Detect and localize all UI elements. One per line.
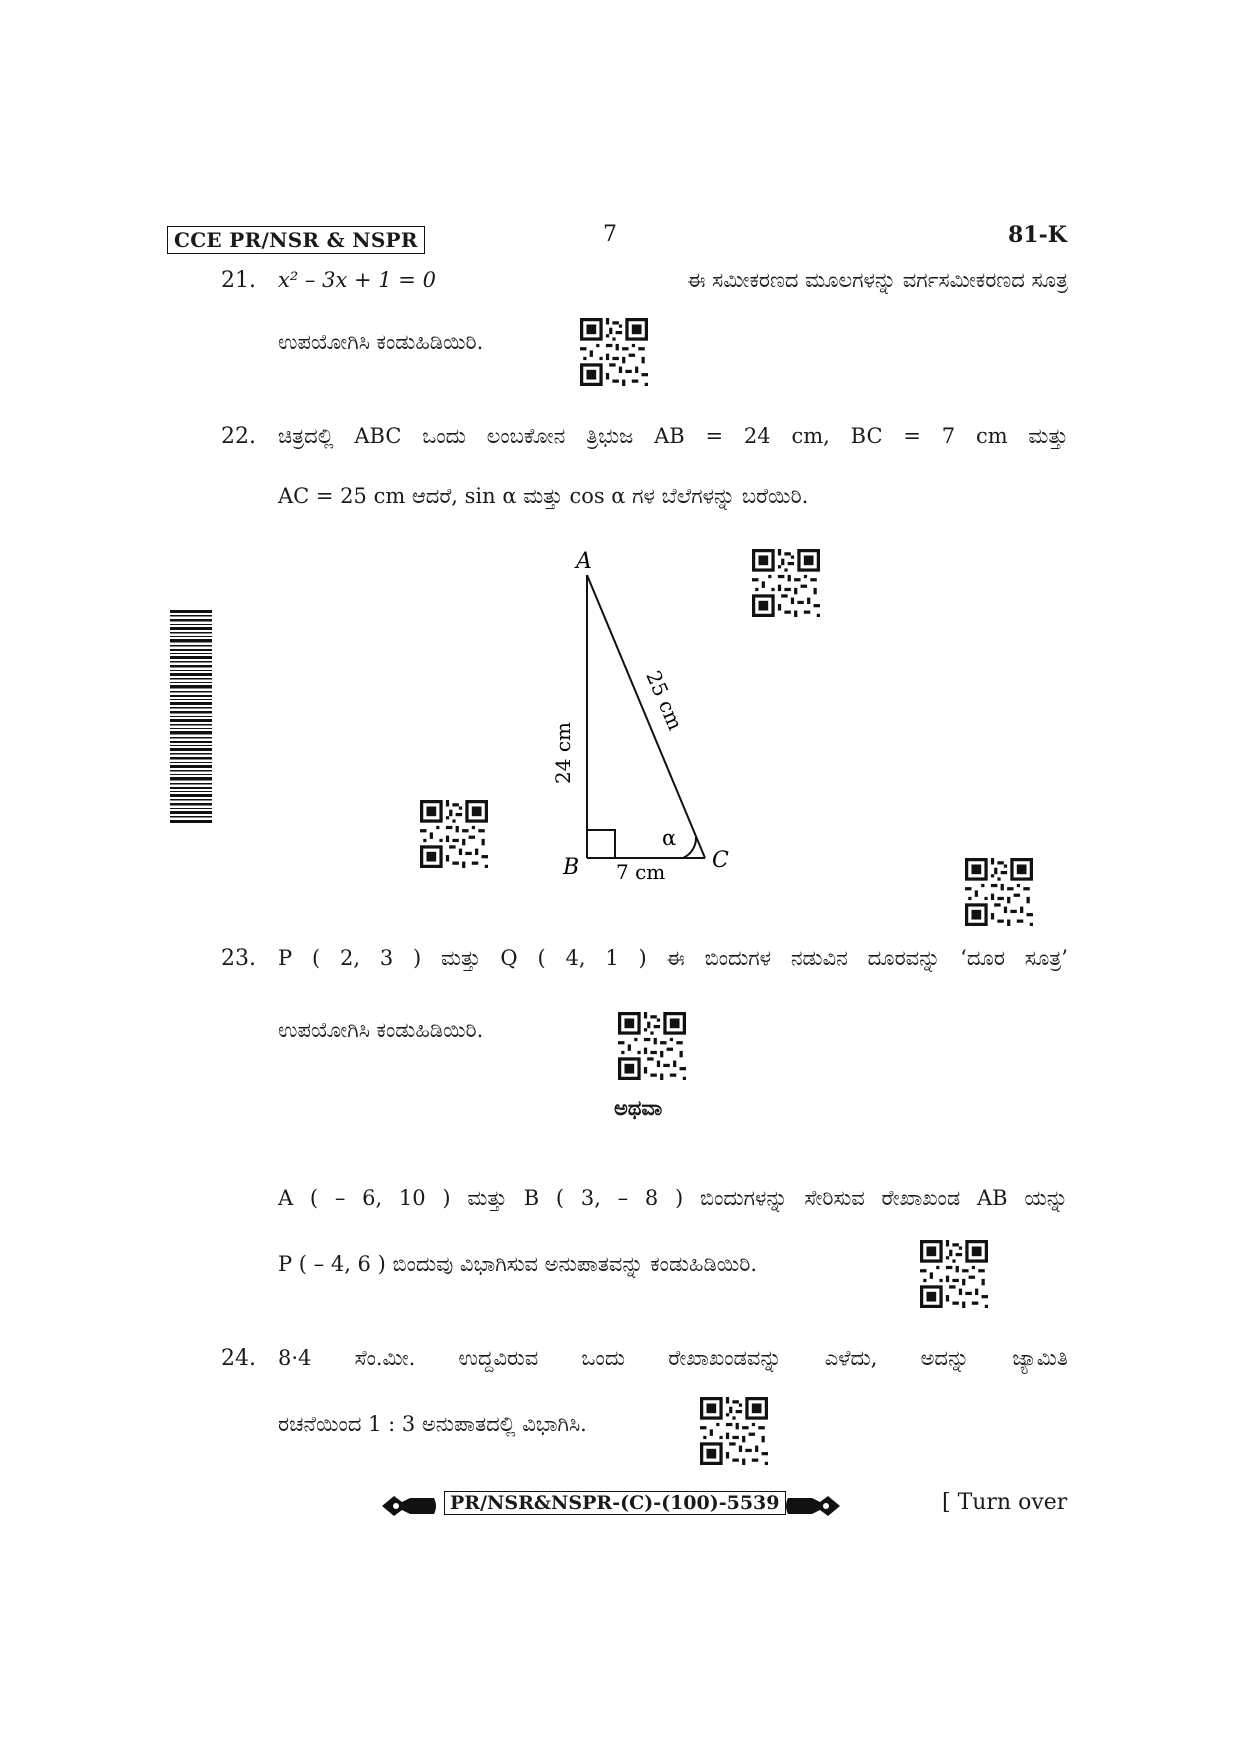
question-24-line-1: 8·4 ಸೆಂ.ಮೀ. ಉದ್ದವಿರುವ ಒಂದು ರೇಖಾಖಂಡವನ್ನು ಎಳೆದು, ಅದನ್ನು ಜ್ಯಾಮಿತಿ [278,1346,1068,1370]
question-21-equation: x² – 3x + 1 = 0 [278,268,436,292]
question-23-alt-line-2: P ( – 4, 6 ) ಬಿಂದುವು ವಿಭಾಗಿಸುವ ಅನುಪಾತವನ್ನು ಕಂಡುಹಿಡಿಯಿರಿ. [278,1252,758,1276]
question-22-number: 22. [221,424,256,449]
right-angle-marker [587,830,615,858]
qr-code-icon [965,858,1033,926]
qr-code-icon [580,318,648,386]
page-number: 7 [603,222,617,247]
vertex-b-label: B [563,855,580,880]
right-triangle-figure [540,545,770,885]
question-23-alt-line-1: A ( – 6, 10 ) ಮತ್ತು B ( 3, – 8 ) ಬಿಂದುಗಳನ್ನು ಸೇರಿಸುವ ರೇಖಾಖಂಡ AB ಯನ್ನು [278,1186,1068,1210]
question-22-line-2: AC = 25 cm ಆದರೆ, sin α ಮತ್ತು cos α ಗಳ ಬೆಲೆಗಳನ್ನು ಬರೆಯಿರಿ. [278,484,809,508]
side-ab-label: 24 cm [551,722,575,784]
qr-code-icon [920,1240,988,1308]
qr-code-icon [752,549,820,617]
question-21-text: ಈ ಸಮೀಕರಣದ ಮೂಲಗಳನ್ನು ವರ್ಗಸಮೀಕರಣದ ಸೂತ್ರ [687,268,1068,292]
question-21-number: 21. [221,268,256,293]
exam-code-box: CCE PR/NSR & NSPR [167,226,425,254]
paper-code: 81-K [1008,222,1067,248]
footer-code-box: PR/NSR&NSPR-(C)-(100)-5539 [444,1491,786,1515]
vertex-c-label: C [712,848,729,873]
angle-alpha-label: α [662,826,677,850]
qr-code-icon [700,1397,768,1465]
side-ac-label: 25 cm [641,667,688,734]
side-bc-label: 7 cm [616,860,666,884]
question-23-line-2: ಉಪಯೋಗಿಸಿ ಕಂಡುಹಿಡಿಯಿರಿ. [278,1018,484,1042]
turn-over-note: [ Turn over [942,1490,1068,1515]
left-ornament-icon [380,1492,436,1520]
angle-alpha-arc [683,837,696,858]
right-ornament-icon [786,1492,842,1520]
question-24-line-2: ರಚನೆಯಿಂದ 1 : 3 ಅನುಪಾತದಲ್ಲಿ ವಿಭಾಗಿಸಿ. [278,1412,587,1436]
question-23-number: 23. [221,946,256,971]
or-label: ಅಥವಾ [614,1095,663,1120]
question-23-line-1: P ( 2, 3 ) ಮತ್ತು Q ( 4, 1 ) ಈ ಬಿಂದುಗಳ ನಡುವಿನ ದೂರವನ್ನು ‘ದೂರ ಸೂತ್ರ’ [278,946,1068,970]
side-ac-line [587,575,705,858]
question-21-line-2: ಉಪಯೋಗಿಸಿ ಕಂಡುಹಿಡಿಯಿರಿ. [278,330,484,354]
vertex-a-label: A [576,549,592,574]
question-22-line-1: ಚಿತ್ರದಲ್ಲಿ ABC ಒಂದು ಲಂಬಕೋನ ತ್ರಿಭುಜ AB = 24 cm, BC = 7 cm ಮತ್ತು [278,424,1068,448]
question-24-number: 24. [221,1346,256,1371]
qr-code-icon [618,1012,686,1080]
question-21-line-1 [278,268,1068,293]
qr-code-icon [420,800,488,868]
barcode-icon [170,610,212,824]
